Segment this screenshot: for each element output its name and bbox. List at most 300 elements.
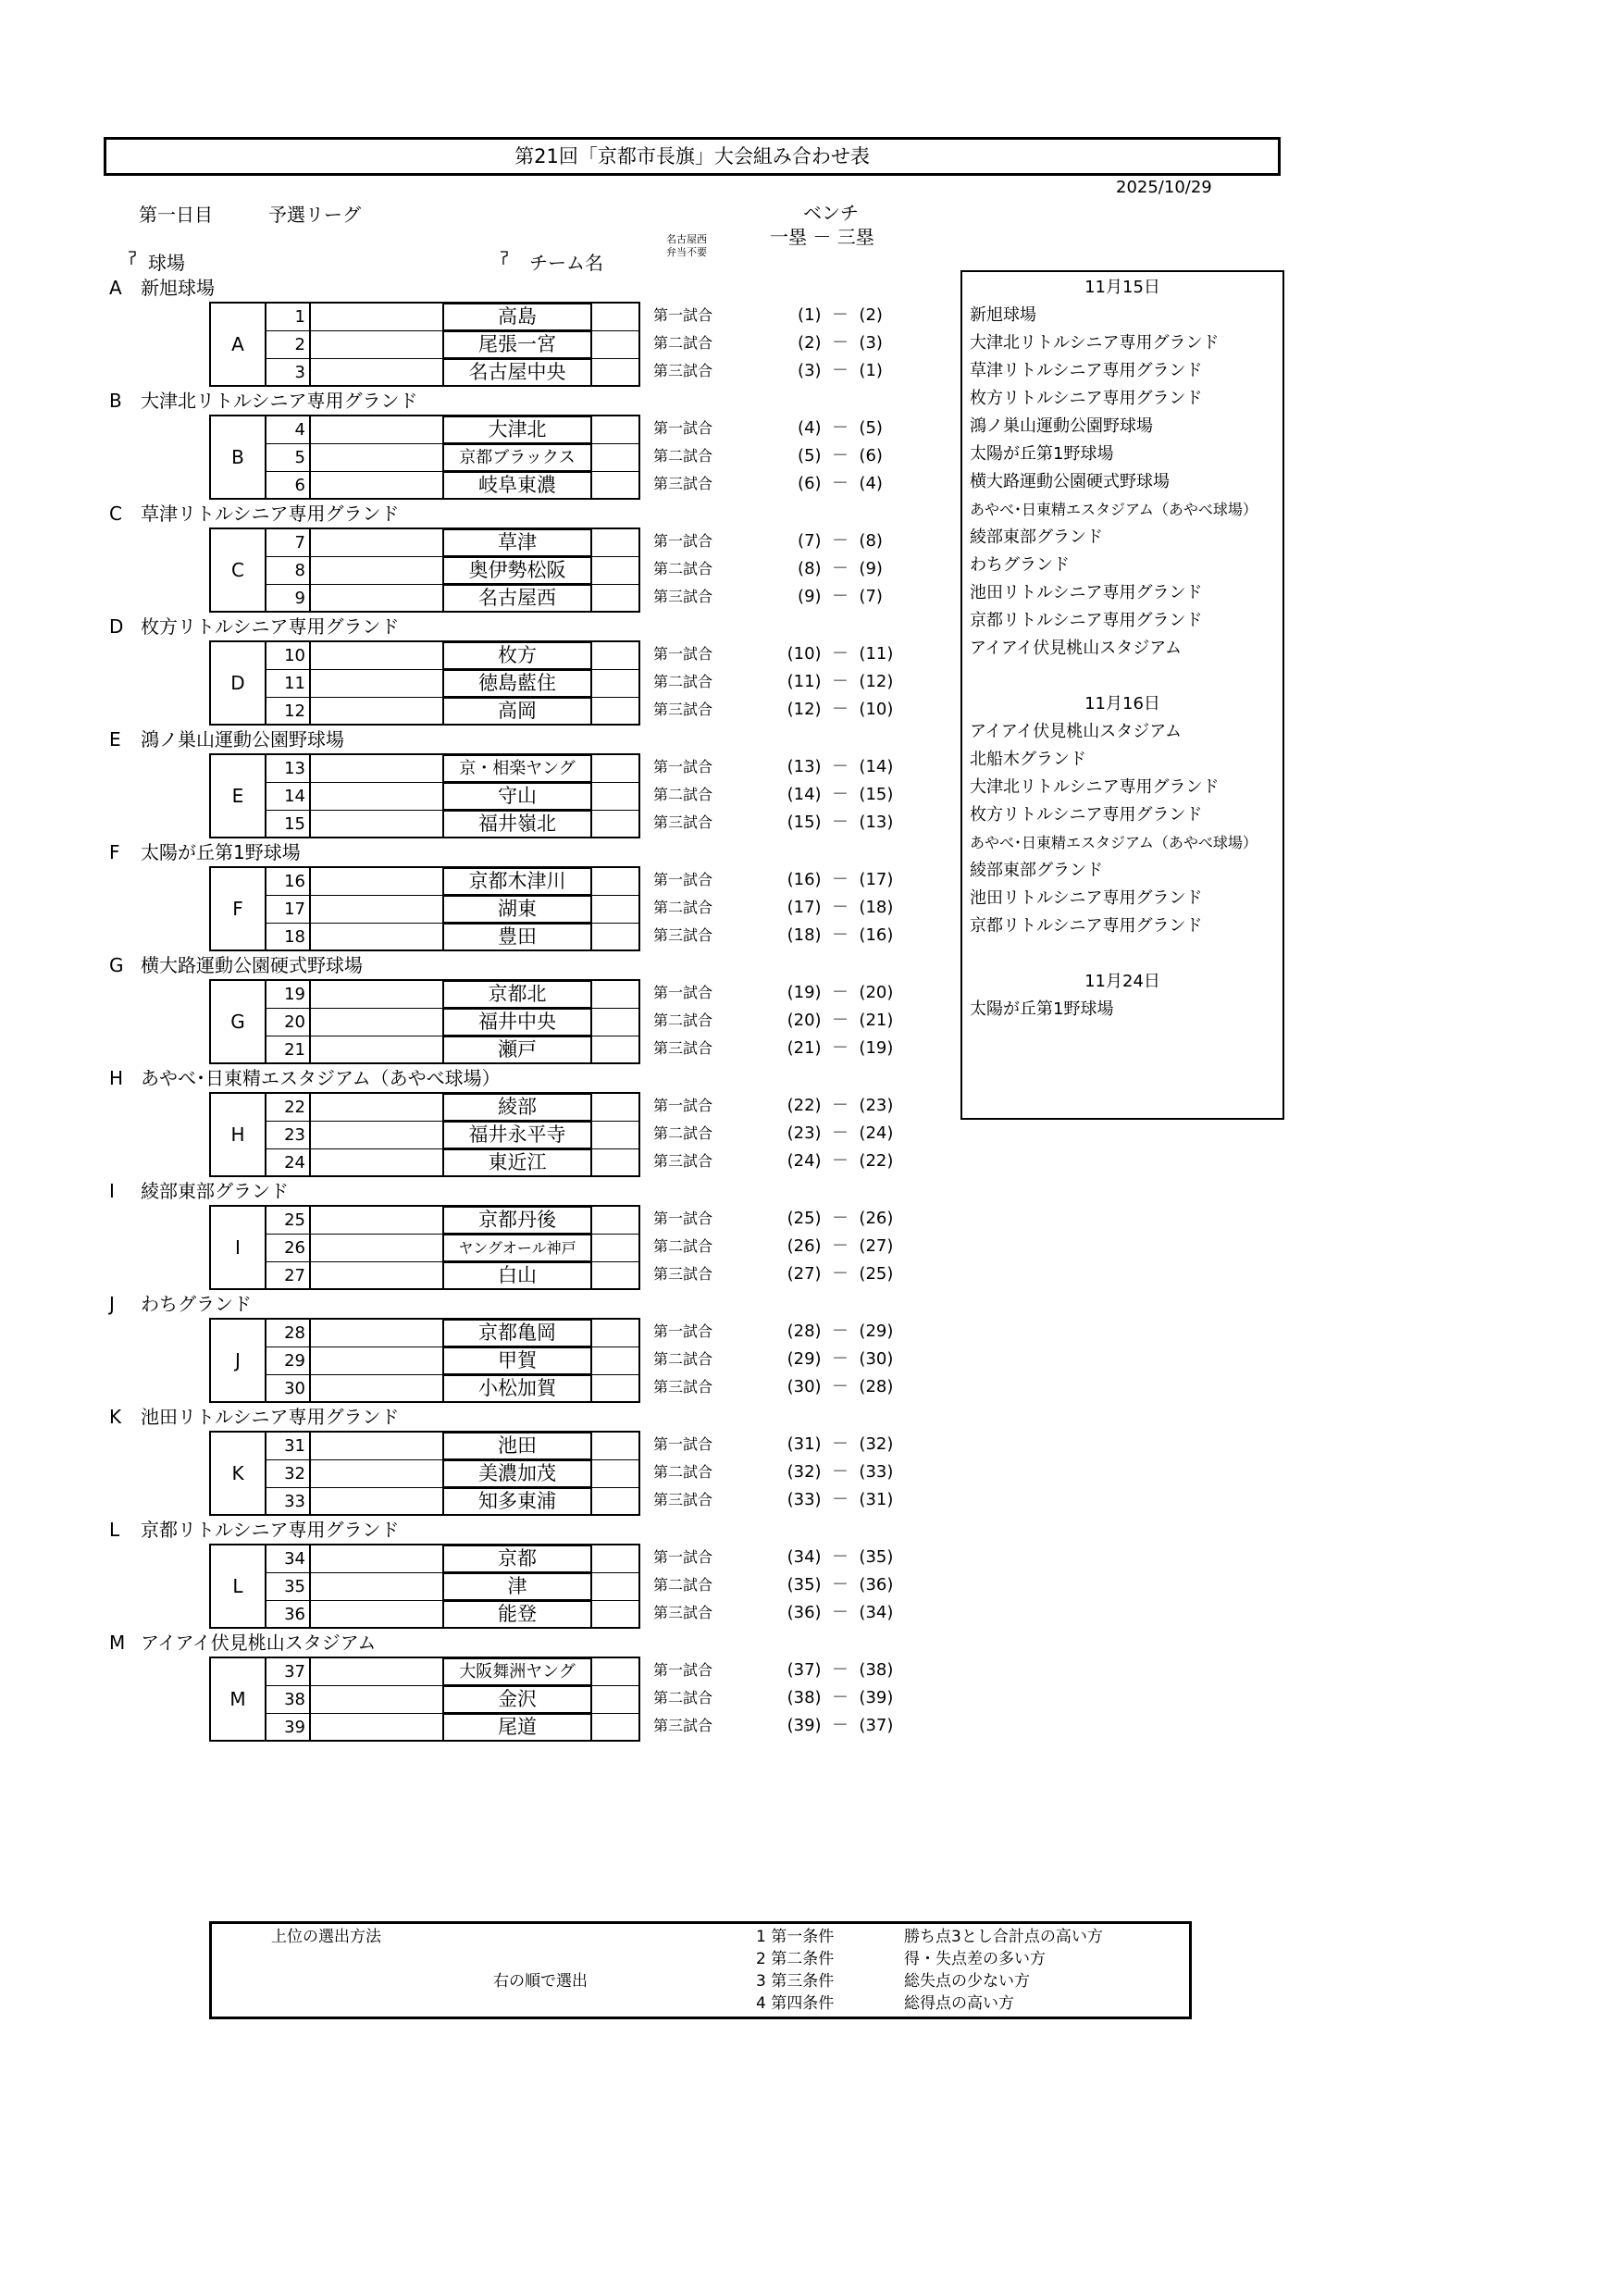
bench-assignment: (20) － (21) (787, 1011, 894, 1030)
group-label: L (211, 1545, 266, 1627)
condition-label: 4 第四条件 (756, 1994, 835, 2013)
issue-date: 2025/10/29 (1116, 178, 1212, 197)
lunch-note-line1: 名古屋西 (666, 233, 707, 245)
venue-name: 新旭球場 (141, 277, 215, 299)
bench-assignment: (32) － (33) (787, 1462, 894, 1482)
group-label: J (211, 1320, 266, 1401)
team-row (266, 1347, 638, 1375)
venue-letter: H (109, 1067, 124, 1089)
team-number: 3 (266, 359, 311, 387)
game-slot: 第三試合 (653, 588, 713, 605)
team-name: 岐阜東濃 (442, 471, 592, 500)
team-name: 守山 (442, 782, 592, 811)
game-slot: 第一試合 (653, 1435, 713, 1453)
team-name: 奥伊勢松阪 (442, 556, 592, 585)
team-row (266, 1009, 638, 1036)
team-number: 12 (266, 698, 311, 726)
team-row (266, 1235, 638, 1262)
schedule-venue: 池田リトルシニア専用グランド (970, 888, 1203, 908)
game-slot: 第一試合 (653, 984, 713, 1001)
venue-heading (109, 613, 400, 640)
team-number: 30 (266, 1375, 311, 1403)
team-row (266, 585, 638, 613)
venue-name: 枚方リトルシニア専用グランド (141, 615, 400, 638)
venue-column-header: 球場 (148, 252, 185, 274)
game-slot: 第一試合 (653, 758, 713, 776)
game-slot: 第一試合 (653, 871, 713, 888)
team-number: 24 (266, 1149, 311, 1177)
team-name: 京都 (442, 1545, 592, 1573)
selection-method-box (209, 1921, 1192, 2019)
team-name: 京都丹後 (442, 1206, 592, 1235)
team-number: 1 (266, 304, 311, 330)
team-row (266, 1658, 638, 1686)
team-name: 東近江 (442, 1148, 592, 1177)
team-name: 大阪舞洲ヤング (442, 1657, 592, 1686)
team-number: 15 (266, 811, 311, 838)
game-slot: 第三試合 (653, 1152, 713, 1170)
team-name: 京都北 (442, 980, 592, 1009)
team-number: 23 (266, 1122, 311, 1148)
condition-text: 勝ち点3とし合計点の高い方 (904, 1928, 1103, 1946)
venue-letter: D (109, 615, 124, 638)
bench-assignment: (5) － (6) (798, 446, 883, 465)
team-number: 7 (266, 529, 311, 556)
bench-assignment: (17) － (18) (787, 898, 894, 917)
group-label: F (211, 868, 266, 949)
bench-assignment: (33) － (31) (787, 1490, 894, 1509)
team-name: 美濃加茂 (442, 1459, 592, 1488)
filter-icon (128, 251, 136, 266)
game-slot: 第一試合 (653, 1097, 713, 1114)
team-number: 5 (266, 444, 311, 471)
group-label: B (211, 416, 266, 498)
game-slot: 第三試合 (653, 1039, 713, 1057)
game-slot: 第一試合 (653, 1210, 713, 1227)
team-number: 31 (266, 1433, 311, 1459)
team-name: 瀬戸 (442, 1036, 592, 1064)
team-number: 9 (266, 585, 311, 613)
team-number: 29 (266, 1347, 311, 1374)
team-number: 13 (266, 755, 311, 782)
team-name: 能登 (442, 1600, 592, 1629)
team-row (266, 924, 638, 951)
schedule-venue: 京都リトルシニア専用グランド (970, 611, 1203, 630)
team-name: 池田 (442, 1432, 592, 1460)
schedule-venue: 大津北リトルシニア専用グランド (970, 333, 1220, 353)
venue-letter: F (109, 841, 120, 863)
team-number: 28 (266, 1320, 311, 1347)
team-name: 知多東浦 (442, 1487, 592, 1516)
game-slot: 第三試合 (653, 1604, 713, 1621)
team-row (266, 981, 638, 1009)
game-slot: 第二試合 (653, 899, 713, 916)
venue-letter: J (109, 1293, 115, 1315)
venue-heading (109, 500, 400, 527)
group-table (209, 1205, 640, 1290)
bench-assignment: (9) － (7) (798, 587, 883, 606)
team-row (266, 331, 638, 359)
league-label: 予選リーグ (268, 204, 361, 226)
schedule-venue: 綾部東部グランド (970, 861, 1103, 880)
condition-label: 1 第一条件 (756, 1928, 835, 1946)
venue-name: 京都リトルシニア専用グランド (141, 1519, 400, 1541)
venue-letter: B (109, 390, 122, 412)
venue-name: 横大路運動公園硬式野球場 (141, 954, 363, 976)
bench-assignment: (38) － (39) (787, 1688, 894, 1707)
team-row (266, 1488, 638, 1516)
bench-assignment: (25) － (26) (787, 1209, 894, 1228)
schedule-venue: 枚方リトルシニア専用グランド (970, 389, 1203, 408)
team-name: 小松加賀 (442, 1374, 592, 1403)
team-name: 福井中央 (442, 1008, 592, 1036)
team-name: 甲賀 (442, 1347, 592, 1375)
team-name: 福井永平寺 (442, 1121, 592, 1149)
team-row (266, 1573, 638, 1601)
team-number: 11 (266, 670, 311, 697)
team-row (266, 1686, 638, 1714)
bench-assignment: (16) － (17) (787, 870, 894, 889)
group-table (209, 753, 640, 838)
game-slot: 第二試合 (653, 1689, 713, 1706)
schedule-venue: 池田リトルシニア専用グランド (970, 583, 1203, 602)
venue-name: 大津北リトルシニア専用グランド (141, 390, 418, 412)
team-name: 白山 (442, 1261, 592, 1290)
venue-heading (109, 387, 418, 415)
bench-assignment: (1) － (2) (798, 305, 883, 325)
schedule-venue: あやべ･日東精エスタジアム（あやべ球場） (970, 501, 1258, 518)
schedule-venue: あやべ･日東精エスタジアム（あやべ球場） (970, 834, 1258, 851)
schedule-venue: 京都リトルシニア専用グランド (970, 916, 1203, 936)
condition-label: 2 第二条件 (756, 1950, 835, 1968)
selection-heading: 上位の選出方法 (271, 1928, 381, 1946)
group-table (209, 640, 640, 726)
team-row (266, 472, 638, 500)
team-number: 20 (266, 1009, 311, 1036)
game-slot: 第二試合 (653, 1463, 713, 1481)
team-row (266, 416, 638, 444)
schedule-venue: 草津リトルシニア専用グランド (970, 361, 1203, 380)
venue-letter: A (109, 277, 122, 299)
team-number: 38 (266, 1686, 311, 1713)
bench-assignment: (37) － (38) (787, 1660, 894, 1680)
team-number: 37 (266, 1658, 311, 1685)
venue-heading (109, 726, 344, 753)
team-row (266, 444, 638, 472)
team-row (266, 1262, 638, 1290)
team-name: 草津 (442, 528, 592, 557)
condition-label: 3 第三条件 (756, 1972, 835, 1991)
venue-name: あやべ･日東精エスタジアム（あやべ球場） (141, 1067, 501, 1089)
venue-heading (109, 1516, 400, 1544)
schedule-venue: 大津北リトルシニア専用グランド (970, 777, 1220, 797)
group-label: I (211, 1207, 266, 1288)
game-slot: 第二試合 (653, 786, 713, 803)
game-slot: 第一試合 (653, 1661, 713, 1679)
team-number: 10 (266, 642, 311, 669)
team-name: 枚方 (442, 641, 592, 670)
group-label: D (211, 642, 266, 724)
team-name: 津 (442, 1572, 592, 1601)
schedule-venue: 枚方リトルシニア専用グランド (970, 805, 1203, 825)
team-row (266, 1545, 638, 1573)
bench-assignment: (30) － (28) (787, 1377, 894, 1396)
venue-heading (109, 1629, 376, 1657)
team-number: 6 (266, 472, 311, 500)
bench-assignment: (35) － (36) (787, 1575, 894, 1595)
schedule-date: 11月16日 (1084, 694, 1160, 714)
bench-assignment: (6) － (4) (798, 474, 883, 493)
game-slot: 第一試合 (653, 419, 713, 437)
bench-header-line1: ベンチ (803, 202, 859, 224)
bench-assignment: (11) － (12) (787, 672, 894, 691)
bench-assignment: (13) － (14) (787, 757, 894, 776)
group-table (209, 302, 640, 387)
game-slot: 第三試合 (653, 1265, 713, 1283)
condition-text: 総失点の少ない方 (904, 1972, 1030, 1991)
team-number: 22 (266, 1094, 311, 1121)
bench-assignment: (39) － (37) (787, 1716, 894, 1735)
venue-letter: E (109, 728, 121, 751)
group-label: G (211, 981, 266, 1062)
lunch-note-line2: 弁当不要 (666, 246, 707, 258)
team-number: 32 (266, 1460, 311, 1487)
venue-name: アイアイ伏見桃山スタジアム (141, 1632, 377, 1654)
venue-name: 綾部東部グランド (141, 1180, 289, 1202)
team-row (266, 783, 638, 811)
game-slot: 第二試合 (653, 447, 713, 465)
team-number: 16 (266, 868, 311, 895)
team-name: 豊田 (442, 923, 592, 951)
bench-assignment: (10) － (11) (787, 644, 894, 664)
bench-assignment: (34) － (35) (787, 1547, 894, 1567)
bench-assignment: (18) － (16) (787, 925, 894, 945)
page-title: 第21回「京都市長旗」大会組み合わせ表 (104, 137, 1281, 176)
schedule-venue: 新旭球場 (970, 305, 1036, 325)
bench-assignment: (15) － (13) (787, 813, 894, 832)
team-row (266, 359, 638, 387)
game-slot: 第三試合 (653, 1717, 713, 1734)
bench-assignment: (31) － (32) (787, 1434, 894, 1454)
schedule-venue: 綾部東部グランド (970, 527, 1103, 547)
venue-name: 太陽が丘第1野球場 (141, 841, 301, 863)
venue-heading (109, 1290, 252, 1318)
team-name: ヤングオール神戸 (442, 1234, 592, 1262)
bench-assignment: (26) － (27) (787, 1236, 894, 1256)
team-row (266, 755, 638, 783)
team-name: 金沢 (442, 1685, 592, 1714)
game-slot: 第三試合 (653, 1491, 713, 1508)
bench-assignment: (36) － (34) (787, 1603, 894, 1622)
team-name: 湖東 (442, 895, 592, 924)
group-table (209, 979, 640, 1064)
venue-letter: M (109, 1632, 126, 1654)
venue-letter: L (109, 1519, 120, 1541)
team-name: 徳島藍住 (442, 669, 592, 698)
bench-assignment: (14) － (15) (787, 785, 894, 804)
game-slot: 第二試合 (653, 1124, 713, 1142)
team-name: 京都亀岡 (442, 1319, 592, 1347)
bench-assignment: (2) － (3) (798, 333, 883, 353)
venue-letter: C (109, 503, 122, 525)
team-number: 39 (266, 1714, 311, 1742)
filter-icon (500, 251, 508, 266)
group-table (209, 1657, 640, 1742)
bench-assignment: (23) － (24) (787, 1123, 894, 1143)
game-slot: 第三試合 (653, 813, 713, 831)
bench-assignment: (4) － (5) (798, 418, 883, 438)
group-table (209, 1544, 640, 1629)
group-label: A (211, 304, 266, 385)
team-row (266, 642, 638, 670)
schedule-venue: アイアイ伏見桃山スタジアム (970, 722, 1182, 741)
bench-assignment: (24) － (22) (787, 1151, 894, 1171)
group-label: K (211, 1433, 266, 1514)
team-number: 25 (266, 1207, 311, 1234)
team-number: 27 (266, 1262, 311, 1290)
team-name: 福井嶺北 (442, 810, 592, 838)
condition-text: 得・失点差の多い方 (904, 1950, 1046, 1968)
venue-name: 池田リトルシニア専用グランド (141, 1406, 400, 1428)
game-slot: 第二試合 (653, 1576, 713, 1594)
venue-name: 草津リトルシニア専用グランド (141, 503, 400, 525)
venue-name: わちグランド (141, 1293, 252, 1315)
team-row (266, 1094, 638, 1122)
team-number: 36 (266, 1601, 311, 1629)
selection-note: 右の順で選出 (493, 1972, 588, 1991)
team-name: 尾道 (442, 1713, 592, 1742)
team-number: 26 (266, 1235, 311, 1261)
group-table (209, 415, 640, 500)
team-name: 綾部 (442, 1093, 592, 1122)
schedule-venue: 太陽が丘第1野球場 (970, 444, 1114, 464)
venue-heading (109, 1064, 501, 1092)
team-row (266, 1375, 638, 1403)
team-number: 4 (266, 416, 311, 443)
venue-heading (109, 1403, 400, 1431)
team-row (266, 304, 638, 331)
team-number: 34 (266, 1545, 311, 1572)
schedule-venue: 横大路運動公園硬式野球場 (970, 472, 1170, 491)
schedule-venue: アイアイ伏見桃山スタジアム (970, 639, 1182, 658)
team-number: 18 (266, 924, 311, 951)
team-row (266, 1714, 638, 1742)
team-number: 8 (266, 557, 311, 584)
game-slot: 第一試合 (653, 1548, 713, 1566)
bench-assignment: (22) － (23) (787, 1096, 894, 1115)
team-row (266, 1433, 638, 1460)
game-slot: 第三試合 (653, 1378, 713, 1396)
venue-name: 鴻ノ巣山運動公園野球場 (141, 728, 344, 751)
team-name: 尾張一宮 (442, 330, 592, 359)
venue-letter: K (109, 1406, 122, 1428)
game-slot: 第二試合 (653, 1011, 713, 1029)
team-name: 高岡 (442, 697, 592, 726)
schedule-date: 11月15日 (1084, 278, 1160, 297)
bench-assignment: (8) － (9) (798, 559, 883, 578)
schedule-venue: 太陽が丘第1野球場 (970, 999, 1114, 1019)
game-slot: 第三試合 (653, 701, 713, 718)
bench-header-line2: 一塁 － 三塁 (770, 226, 874, 248)
game-slot: 第三試合 (653, 475, 713, 492)
team-row (266, 1601, 638, 1629)
group-table (209, 866, 640, 951)
team-row (266, 670, 638, 698)
team-number: 35 (266, 1573, 311, 1600)
game-slot: 第一試合 (653, 532, 713, 550)
schedule-date: 11月24日 (1084, 972, 1160, 991)
group-label: M (211, 1658, 266, 1740)
team-name: 京都ブラックス (442, 443, 592, 472)
team-row (266, 1460, 638, 1488)
game-slot: 第二試合 (653, 560, 713, 577)
team-number: 33 (266, 1488, 311, 1516)
game-slot: 第二試合 (653, 673, 713, 690)
team-number: 17 (266, 896, 311, 923)
team-row (266, 896, 638, 924)
group-table (209, 527, 640, 613)
team-row (266, 1036, 638, 1064)
schedule-venue: わちグランド (970, 555, 1070, 575)
team-column-header: チーム名 (529, 252, 603, 274)
venue-heading (109, 274, 215, 302)
group-table (209, 1318, 640, 1403)
team-name: 京都木津川 (442, 867, 592, 896)
venue-heading (109, 1177, 289, 1205)
group-table (209, 1431, 640, 1516)
group-label: H (211, 1094, 266, 1175)
day-label: 第一日目 (139, 204, 213, 226)
team-name: 名古屋西 (442, 584, 592, 613)
bench-assignment: (12) － (10) (787, 700, 894, 719)
game-slot: 第一試合 (653, 306, 713, 324)
venue-letter: G (109, 954, 124, 976)
team-name: 高島 (442, 303, 592, 331)
game-slot: 第三試合 (653, 362, 713, 379)
game-slot: 第二試合 (653, 1350, 713, 1368)
group-label: C (211, 529, 266, 611)
team-row (266, 698, 638, 726)
team-number: 19 (266, 981, 311, 1008)
team-row (266, 1320, 638, 1347)
venue-heading (109, 951, 363, 979)
team-row (266, 1149, 638, 1177)
team-row (266, 1207, 638, 1235)
condition-text: 総得点の高い方 (904, 1994, 1014, 2013)
team-row (266, 557, 638, 585)
venue-schedule-box (960, 270, 1284, 1120)
team-number: 2 (266, 331, 311, 358)
game-slot: 第二試合 (653, 1237, 713, 1255)
team-number: 14 (266, 783, 311, 810)
team-row (266, 811, 638, 838)
schedule-venue: 北船木グランド (970, 750, 1086, 769)
group-label: E (211, 755, 266, 837)
bench-assignment: (28) － (29) (787, 1322, 894, 1341)
game-slot: 第二試合 (653, 334, 713, 352)
group-table (209, 1092, 640, 1177)
team-name: 京・相楽ヤング (442, 754, 592, 783)
schedule-venue: 鴻ノ巣山運動公園野球場 (970, 416, 1153, 436)
bench-assignment: (21) － (19) (787, 1038, 894, 1058)
bench-assignment: (3) － (1) (798, 361, 883, 380)
team-number: 21 (266, 1036, 311, 1064)
game-slot: 第一試合 (653, 645, 713, 663)
team-row (266, 1122, 638, 1149)
game-slot: 第三試合 (653, 926, 713, 944)
bench-assignment: (29) － (30) (787, 1349, 894, 1369)
bench-assignment: (7) － (8) (798, 531, 883, 551)
